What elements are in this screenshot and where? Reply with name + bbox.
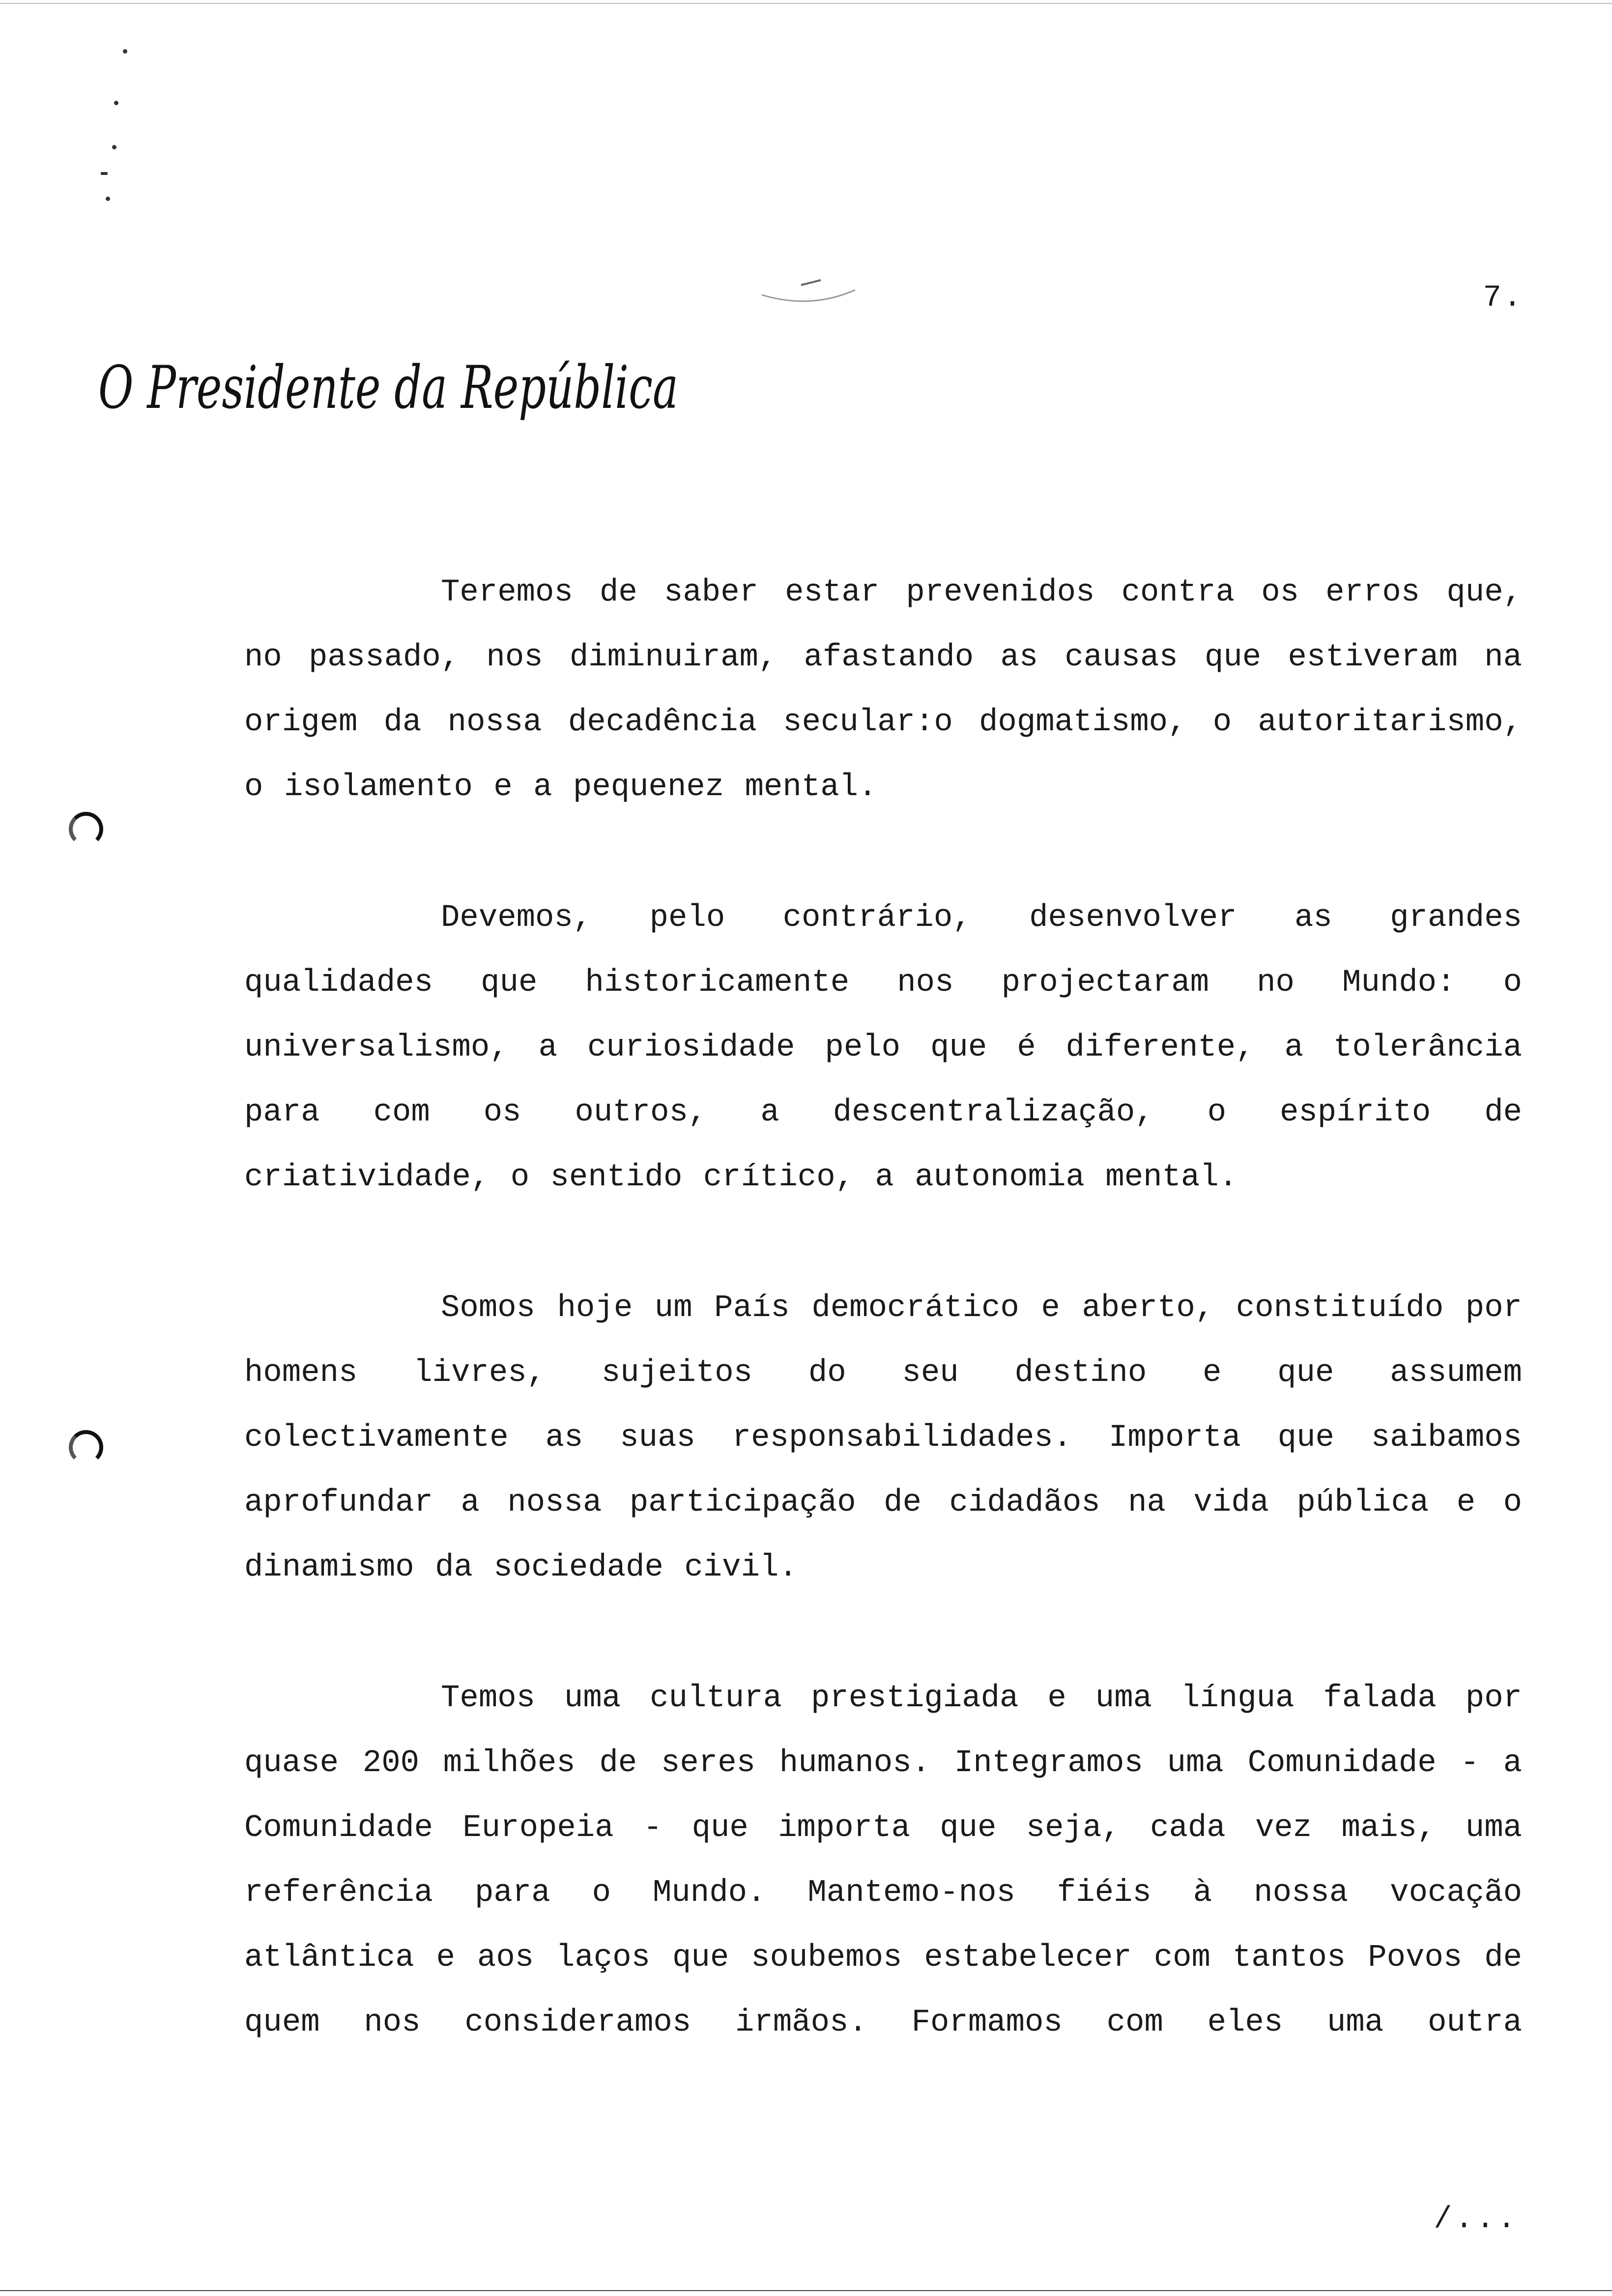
scan-mark	[106, 197, 110, 201]
paragraph-3: Somos hoje um País democrático e aberto, constituído por homens livres, sujeitos do seu destino e que assumem colectivamente as suas responsabilidades. Importa que saibamos aprofundar a nossa participação de cidadãos na vida pública e o dinamismo da sociedade civil.	[244, 1291, 1522, 1585]
scan-mark	[101, 172, 108, 175]
scan-mark	[114, 101, 118, 105]
continuation-mark: /...	[1434, 2202, 1519, 2237]
letterhead-text: O Presidente da República	[98, 354, 678, 422]
punch-hole	[69, 812, 103, 846]
scan-edge-bottom	[0, 2290, 1612, 2291]
letterhead	[98, 349, 698, 437]
scan-edge-top	[0, 3, 1612, 4]
page-number: 7.	[1483, 280, 1524, 315]
punch-hole	[69, 1430, 103, 1464]
scan-mark	[112, 145, 116, 149]
letter-body	[244, 560, 1522, 2121]
scan-mark	[123, 49, 127, 54]
faint-stamp-mark	[757, 265, 875, 315]
paragraph-1: Teremos de saber estar prevenidos contra os erros que, no passado, nos diminuiram, afastando as causas que estiveram na origem da nossa decadência secular:o dogmatismo, o autoritarismo, o isolamento e a pequenez mental.	[244, 575, 1522, 805]
paragraph-2: Devemos, pelo contrário, desenvolver as grandes qualidades que historicamente nos projectaram no Mundo: o universalismo, a curiosidade pelo que é diferente, a tolerância para com os outros, a descentralização, o espírito de criatividade, o sentido crítico, a autonomia mental.	[244, 900, 1522, 1195]
paragraph-4: Temos uma cultura prestigiada e uma língua falada por quase 200 milhões de seres humanos. Integramos uma Comunidade - a Comunidade Europeia - que importa que seja, cada vez mais, uma referência para o Mundo. Mantemo-nos fiéis à nossa vocação atlântica e aos laços que soubemos estabelecer com tantos Povos de quem nos consideramos irmãos. Formamos com eles uma outra	[244, 1681, 1522, 2040]
